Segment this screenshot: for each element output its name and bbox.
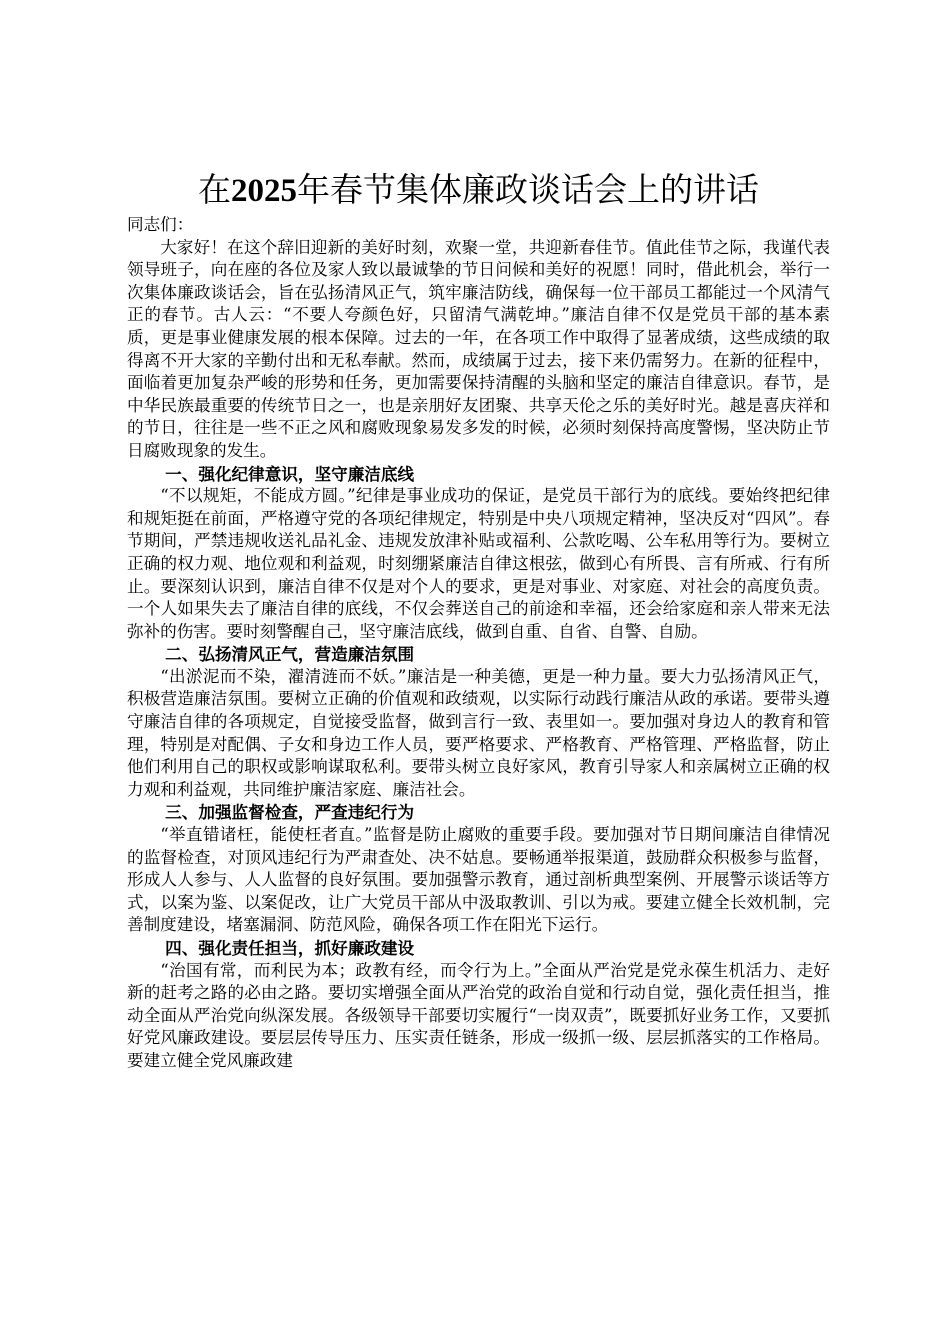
- document-page: [127, 167, 830, 1073]
- section-body-4: “治国有常，而利民为本；政教有经，而令行为上。”全面从严治党是党永葆生机活力、走好新的赶考之路的必由之路。要切实增强全面从严治党的政治自觉和行动自觉，强化责任担当，推动全面从严治党向纵深发展。各级领导干部要切实履行“一岗双责”，既要抓好业务工作，又要抓好党风廉政建设。要层层传导压力、压实责任链条，形成一级抓一级、层层抓落实的工作格局。要建立健全党风廉政建: [127, 960, 830, 1070]
- section-body-3: “举直错诸枉，能使枉者直。”监督是防止腐败的重要手段。要加强对节日期间廉洁自律情况的监督检查，对顶风违纪行为严肃查处、决不姑息。要畅通举报渠道，鼓励群众积极参与监督，形成人人参与、人人监督的良好氛围。要加强警示教育，通过剖析典型案例、开展警示谈话等方式，以案为鉴、以案促改，让广大党员干部从中汲取教训、引以为戒。要建立健全长效机制，完善制度建设，堵塞漏洞、防范风险，确保各项工作在阳光下运行。: [127, 825, 830, 935]
- section-heading-3: 三、加强监督检查，严查违纪行为: [165, 802, 415, 823]
- title-year: 2025: [231, 173, 297, 209]
- document-title: [127, 167, 830, 214]
- intro-paragraph: 大家好！在这个辞旧迎新的美好时刻，欢聚一堂，共迎新春佳节。值此佳节之际，我谨代表领导班子，向在座的各位及家人致以最诚挚的节日问候和美好的祝愿！同时，借此机会，举行一次集体廉政谈话会，旨在弘扬清风正气，筑牢廉洁防线，确保每一位干部员工都能过一个风清气正的春节。古人云：“不要人夸颜色好，只留清气满乾坤。”廉洁自律不仅是党员干部的基本素质，更是事业健康发展的根本保障。过去的一年，在各项工作中取得了显著成绩，这些成绩的取得离不开大家的辛勤付出和无私奉献。然而，成绩属于过去，接下来仍需努力。在新的征程中，面临着更加复杂严峻的形势和任务，更加需要保持清醒的头脑和坚定的廉洁自律意识。春节，是中华民族最重要的传统节日之一，也是亲朋好友团聚、共享天伦之乐的美好时光。越是喜庆祥和的节日，往往是一些不正之风和腐败现象易发多发的时候，必须时刻保持高度警惕，坚决防止节日腐败现象的发生。: [127, 237, 830, 460]
- section-heading-1: 一、强化纪律意识，坚守廉洁底线: [165, 463, 415, 484]
- section-body-2: “出淤泥而不染，濯清涟而不妖。”廉洁是一种美德，更是一种力量。要大力弘扬清风正气，积极营造廉洁氛围。要树立正确的价值观和政绩观，以实际行动践行廉洁从政的承诺。要带头遵守廉洁自律的各项规定，自觉接受监督，做到言行一致、表里如一。要加强对身边人的教育和管理，特别是对配偶、子女和身边工作人员，要严格要求、严格教育、严格管理、严格监督，防止他们利用自己的职权或影响谋取私利。要带头树立良好家风，教育引导家人和亲属树立正确的权力观和利益观，共同维护廉洁家庭、廉洁社会。: [127, 666, 830, 799]
- section-heading-4: 四、强化责任担当，抓好廉政建设: [165, 938, 415, 958]
- section-body-1: “不以规矩，不能成方圆。”纪律是事业成功的保证，是党员干部行为的底线。要始终把纪律和规矩挺在前面，严格遵守党的各项纪律规定，特别是中央八项规定精神，坚决反对“四风”。春节期间，严禁违规收送礼品礼金、违规发放津补贴或福利、公款吃喝、公车私用等行为。要树立正确的权力观、地位观和利益观，时刻绷紧廉洁自律这根弦，做到心有所畏、言有所戒、行有所止。要深刻认识到，廉洁自律不仅是对个人的要求，更是对事业、对家庭、对社会的高度负责。一个人如果失去了廉洁自律的底线，不仅会葬送自己的前途和幸福，还会给家庭和亲人带来无法弥补的伤害。要时刻警醒自己，坚守廉洁底线，做到自重、自省、自警、自励。: [127, 486, 830, 641]
- title-prefix: 在: [198, 170, 231, 209]
- section-heading-2: 二、弘扬清风正气，营造廉洁氛围: [165, 644, 415, 665]
- salutation: 同志们：: [127, 215, 194, 234]
- title-suffix: 年春节集体廉政谈话会上的讲话: [297, 170, 759, 209]
